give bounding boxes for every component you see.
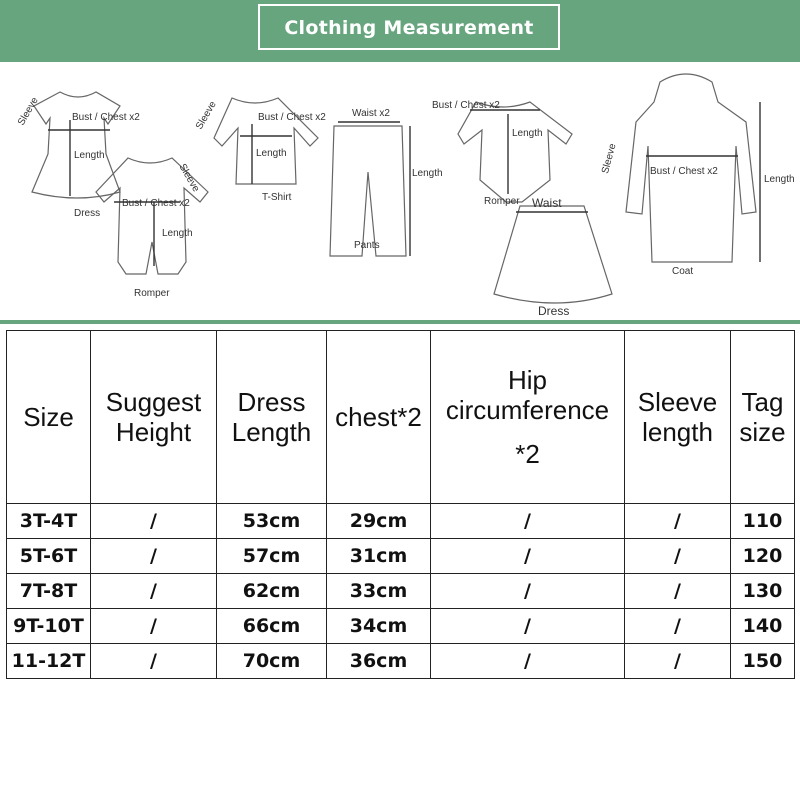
cell-tag: 140 xyxy=(731,609,795,644)
cell-dress-length: 66cm xyxy=(217,609,327,644)
cell-chest: 31cm xyxy=(327,539,431,574)
cell-chest: 33cm xyxy=(327,574,431,609)
table-row xyxy=(7,609,795,644)
cell-dress-length: 62cm xyxy=(217,574,327,609)
cell-height: / xyxy=(91,609,217,644)
cell-sleeve: / xyxy=(625,539,731,574)
label-waist-x2: Waist x2 xyxy=(352,108,390,119)
label-bust-bodysuit: Bust / Chest x2 xyxy=(432,100,500,111)
label-length-dress: Length xyxy=(74,150,105,161)
label-tshirt: T-Shirt xyxy=(262,192,292,203)
label-waist-skirt: Waist xyxy=(532,196,562,210)
label-bust-romper: Bust / Chest x2 xyxy=(122,198,190,209)
label-dress-top: Dress xyxy=(74,208,101,219)
garment-illustrations xyxy=(0,62,800,320)
cell-chest: 36cm xyxy=(327,644,431,679)
cell-sleeve: / xyxy=(625,609,731,644)
cell-height: / xyxy=(91,644,217,679)
cell-sleeve: / xyxy=(625,504,731,539)
label-romper-bodysuit: Romper xyxy=(484,196,520,207)
label-dress-skirt: Dress xyxy=(538,304,570,318)
cell-tag: 130 xyxy=(731,574,795,609)
cell-tag: 110 xyxy=(731,504,795,539)
label-bust-dress: Bust / Chest x2 xyxy=(72,112,140,123)
bodysuit-outline xyxy=(458,102,572,202)
header-hip-multiplier: *2 xyxy=(515,439,540,469)
header-chest: chest*2 xyxy=(327,331,431,504)
cell-chest: 29cm xyxy=(327,504,431,539)
cell-sleeve: / xyxy=(625,574,731,609)
cell-hip: / xyxy=(431,609,625,644)
label-sleeve-dress: Sleeve xyxy=(16,95,41,128)
cell-height: / xyxy=(91,539,217,574)
label-sleeve-coat: Sleeve xyxy=(600,142,619,175)
table-row xyxy=(7,539,795,574)
measurement-diagram xyxy=(0,62,800,320)
label-bust-coat: Bust / Chest x2 xyxy=(650,166,718,177)
cell-hip: / xyxy=(431,539,625,574)
header-dress-length: Dress Length xyxy=(217,331,327,504)
label-sleeve-romper: Sleeve xyxy=(176,162,202,194)
label-length-pants: Length xyxy=(412,168,443,179)
cell-dress-length: 70cm xyxy=(217,644,327,679)
table-row xyxy=(7,504,795,539)
cell-tag: 120 xyxy=(731,539,795,574)
label-length-coat: Length xyxy=(764,174,795,185)
label-sleeve-tshirt: Sleeve xyxy=(194,99,219,132)
header-title-frame xyxy=(258,4,560,83)
header-tag-size: Tag size xyxy=(731,331,795,504)
header-suggest-height: Suggest Height xyxy=(91,331,217,504)
cell-size: 11-12T xyxy=(7,644,91,679)
header-hip-text: Hip circumference xyxy=(445,365,610,425)
cell-size: 7T-8T xyxy=(7,574,91,609)
cell-height: / xyxy=(91,574,217,609)
header-hip xyxy=(431,331,625,504)
dress-top-left-outline xyxy=(32,92,120,198)
table-row xyxy=(7,574,795,609)
pants-outline xyxy=(330,126,406,256)
label-length-tshirt: Length xyxy=(256,148,287,159)
cell-height: / xyxy=(91,504,217,539)
section-divider xyxy=(0,320,800,324)
cell-sleeve: / xyxy=(625,644,731,679)
skirt-outline xyxy=(494,206,612,303)
cell-dress-length: 57cm xyxy=(217,539,327,574)
cell-hip: / xyxy=(431,504,625,539)
label-length-romper: Length xyxy=(162,228,193,239)
cell-chest: 34cm xyxy=(327,609,431,644)
label-coat: Coat xyxy=(672,266,694,277)
label-bust-tshirt: Bust / Chest x2 xyxy=(258,112,326,123)
header-sleeve-length: Sleeve length xyxy=(625,331,731,504)
table-header-row xyxy=(7,331,795,504)
page-title: Clothing Measurement schemes xyxy=(284,17,534,83)
size-chart-table xyxy=(6,330,795,679)
cell-size: 9T-10T xyxy=(7,609,91,644)
tshirt-outline xyxy=(214,98,318,184)
cell-size: 3T-4T xyxy=(7,504,91,539)
cell-dress-length: 53cm xyxy=(217,504,327,539)
header-size: Size xyxy=(7,331,91,504)
label-length-bodysuit: Length xyxy=(512,128,543,139)
table-row xyxy=(7,644,795,679)
label-romper: Romper xyxy=(134,288,170,299)
cell-hip: / xyxy=(431,644,625,679)
label-pants: Pants xyxy=(354,240,380,251)
cell-tag: 150 xyxy=(731,644,795,679)
cell-hip: / xyxy=(431,574,625,609)
header-banner xyxy=(0,0,800,83)
cell-size: 5T-6T xyxy=(7,539,91,574)
